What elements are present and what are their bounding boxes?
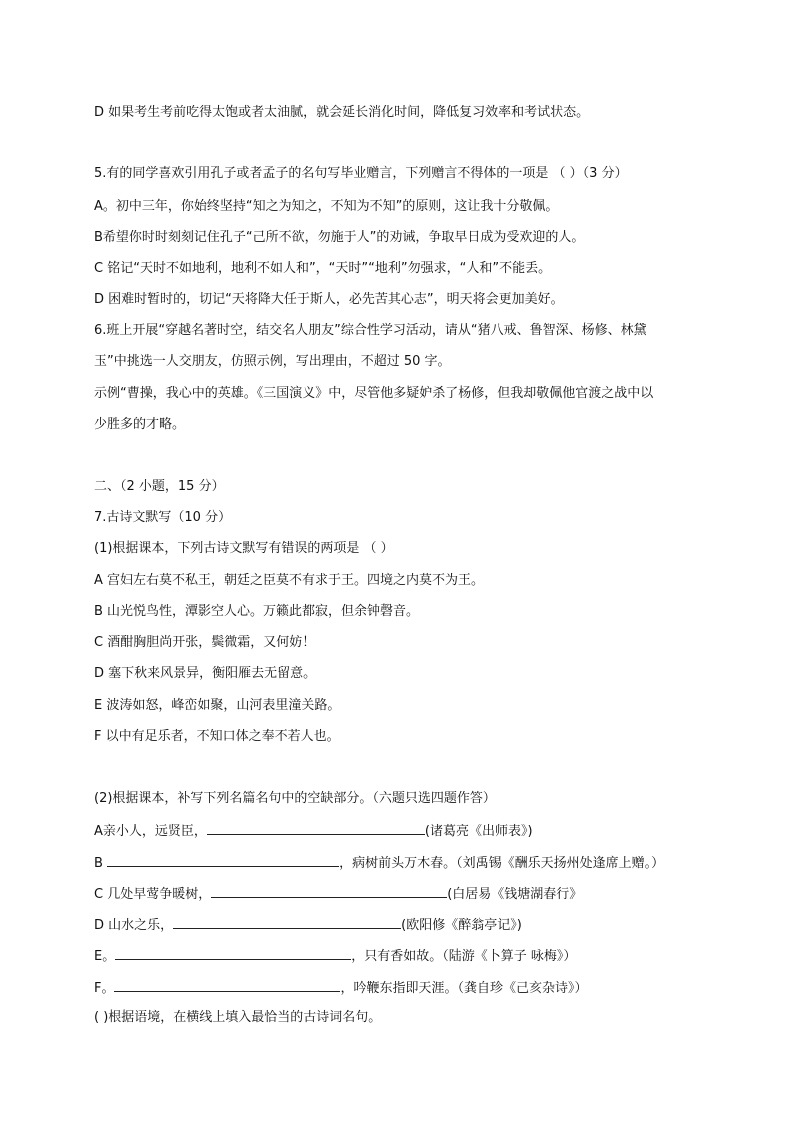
answer-blank-d[interactable] (173, 915, 401, 929)
item-e-source: ，只有香如故。（陆游《卜算子 咏梅》） (351, 949, 577, 964)
q6-example-line2: 少胜多的才略。 (94, 417, 186, 432)
q6-stem-line1: 6.班上开展“穿越名著时空，结交名人朋友”综合性学习活动，请从“猪八戒、鲁智深、杨修、林黛 (94, 323, 647, 338)
q7-part1-stem: (1)根据课本，下列古诗文默写有错误的两项是 （ ） (94, 541, 394, 556)
item-f-source: ，吟鞭东指即天涯。（龚自珍《己亥杂诗》） (340, 981, 588, 996)
q7-part1-option-d: D 塞下秋来风景异，衡阳雁去无留意。 (94, 666, 317, 681)
q7-part2-item-d (94, 915, 522, 935)
q7-part2-stem: (2)根据课本，补写下列名篇名句中的空缺部分。（六题只选四题作答） (94, 791, 496, 806)
answer-blank-a[interactable] (207, 821, 425, 835)
q5-option-b: B希望你时时刻刻记住孔子“己所不欲，勿施于人”的劝诫，争取早日成为受欢迎的人。 (94, 230, 585, 245)
answer-blank-e[interactable] (115, 946, 351, 960)
q7-part2-item-b (94, 853, 664, 873)
q7-part2-item-f (94, 978, 588, 998)
q5-option-a: A。初中三年，你始终坚持“知之为知之，不知为不知”的原则，这让我十分敬佩。 (94, 199, 559, 214)
item-a-prefix: A亲小人，远贤臣， (94, 824, 207, 839)
item-d-prefix: D 山水之乐， (94, 918, 174, 933)
q5-option-d: D 困难时暂时的，切记“天将降大任于斯人，必先苦其心志”，明天将会更加美好。 (94, 292, 564, 307)
answer-blank-f[interactable] (114, 978, 340, 992)
q7-part1-option-a: A 宫妇左右莫不私王，朝廷之臣莫不有求于王。四境之内莫不为王。 (94, 573, 485, 588)
item-b-source: ，病树前头万木春。（刘禹锡《酬乐天扬州处逢席上赠。） (339, 856, 665, 871)
item-e-prefix: E。 (94, 949, 116, 964)
q7-part1-option-e: E 波涛如怒，峰峦如聚，山河表里潼关路。 (94, 698, 341, 713)
q7-title: 7.古诗文默写（10 分） (94, 510, 232, 525)
item-c-source: (白居易《钱塘湖春行》 (447, 887, 583, 902)
q6-stem-line2: 玉”中挑选一人交朋友，仿照示例，写出理由，不超过 50 字。 (94, 354, 451, 369)
q7-part2-item-a (94, 821, 533, 841)
q7-part1-option-c: C 酒酣胸胆尚开张，鬓微霜，又何妨！ (94, 635, 316, 650)
q7-part3-stem: ( )根据语境，在横线上填入最恰当的古诗词名句。 (94, 1010, 382, 1025)
answer-blank-c[interactable] (211, 884, 447, 898)
q5-option-c: C 铭记“天时不如地利，地利不如人和”，“天时”“地利”勿强求，“人和”不能丢。 (94, 261, 552, 276)
item-a-source: (诸葛亮《出师表》) (424, 824, 533, 839)
q5-stem: 5.有的同学喜欢引用孔子或者孟子的名句写毕业赠言，下列赠言不得体的一项是 （ ）（3 分） (94, 166, 628, 181)
section-2-heading: 二、（2 小题，15 分） (94, 479, 225, 494)
q7-part1-option-b: B 山光悦鸟性，潭影空人心。万籁此都寂，但余钟磬音。 (94, 604, 420, 619)
item-d-source: (欧阳修《醉翁亭记》) (401, 918, 522, 933)
item-c-prefix: C 几处早莺争暖树， (94, 887, 212, 902)
q4-option-d: D 如果考生考前吃得太饱或者太油腻，就会延长消化时间，降低复习效率和考试状态。 (94, 105, 590, 120)
q7-part2-item-c (94, 884, 582, 904)
answer-blank-b[interactable] (107, 853, 339, 867)
item-f-prefix: F。 (94, 981, 115, 996)
item-b-prefix: B (94, 856, 108, 871)
q7-part1-option-f: F 以中有足乐者，不知口体之奉不若人也。 (94, 729, 340, 744)
q6-example-line1: 示例“曹操，我心中的英雄。《三国演义》中，尽管他多疑妒杀了杨修，但我却敬佩他官渡之战中以 (94, 386, 654, 401)
q7-part2-item-e (94, 946, 576, 966)
